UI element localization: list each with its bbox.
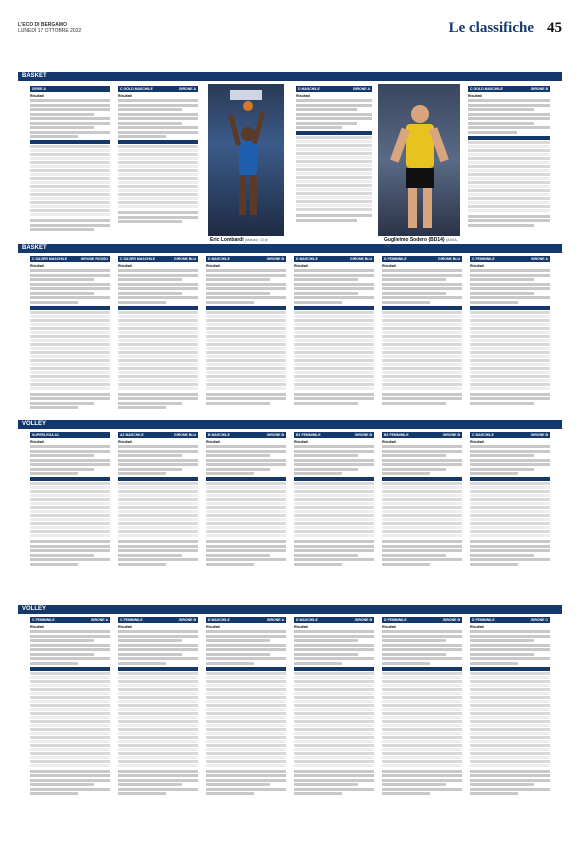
box-c-m-v: [470, 432, 550, 600]
results-label: Risultati: [30, 440, 44, 444]
box-group: GIRONE B: [354, 618, 372, 622]
box-title: C FEMMINILE: [472, 257, 495, 261]
basket-band: BASKET: [18, 72, 562, 81]
caption-name: Eric Lombardi: [210, 237, 244, 243]
results-label: Risultati: [30, 264, 44, 268]
box-group: GIRONE BLU: [438, 257, 460, 261]
caption-detail: (ANSA, ITA): [384, 238, 458, 248]
box-a2-m: [118, 432, 198, 600]
box-title: B1 FEMMINILE: [296, 433, 321, 437]
publication-name: L'ECO DI BERGAMO: [18, 22, 67, 28]
box-title: B2 FEMMINILE: [384, 433, 409, 437]
results-label: Risultati: [294, 440, 308, 444]
box-c-f-v1: [30, 617, 110, 839]
results-label: Risultati: [296, 94, 310, 98]
box-group: GIRONE A: [178, 87, 196, 91]
results-label: Risultati: [118, 625, 132, 629]
box-group: GIRONE A: [90, 618, 108, 622]
box-group: GIRONE A: [266, 618, 284, 622]
photo-caption-2: [384, 237, 464, 249]
volley-band: VOLLEY: [18, 420, 562, 429]
box-group: GIRONE BLU: [174, 433, 196, 437]
box-title: D FEMMINILE: [384, 257, 407, 261]
box-c-silver-a: [30, 256, 110, 416]
box-title: D MASCHILE: [208, 257, 230, 261]
box-group: GIRONE B: [354, 433, 372, 437]
box-d-m-a: [296, 86, 372, 238]
box-title: C MASCHILE: [472, 433, 494, 437]
box-group: GIRONE B: [442, 618, 460, 622]
box-title: D MASCHILE: [296, 618, 318, 622]
box-c-f-a: [470, 256, 550, 416]
box-group: GIRONE C: [530, 618, 548, 622]
box-c-gold-a: [118, 86, 198, 238]
photo-basket-player-2: [378, 84, 460, 236]
box-title: SUPERLEGA A1: [32, 433, 59, 437]
photo-caption-1: [210, 237, 286, 243]
masthead: [18, 22, 81, 34]
box-serie-a: [30, 86, 110, 238]
results-label: Risultati: [206, 625, 220, 629]
box-group: GIRONE ROSSO: [80, 257, 108, 261]
box-group: GIRONE BLU: [350, 257, 372, 261]
box-d-f-a: [382, 256, 462, 416]
player-illustration: [208, 84, 284, 236]
volley-band-2: VOLLEY: [18, 605, 562, 614]
results-label: Risultati: [470, 440, 484, 444]
results-label: Risultati: [382, 440, 396, 444]
results-label: Risultati: [470, 625, 484, 629]
box-title: C SILVER MASCHILE: [32, 257, 68, 261]
box-group: GIRONE BLU: [174, 257, 196, 261]
box-d-m-v2: [294, 617, 374, 839]
box-title: C GOLD MASCHILE: [120, 87, 153, 91]
results-label: Risultati: [30, 94, 44, 98]
box-b-m: [206, 432, 286, 600]
box-title: D FEMMINILE: [472, 618, 495, 622]
box-group: GIRONE B: [178, 618, 196, 622]
box-title: C FEMMINILE: [120, 618, 143, 622]
results-label: Risultati: [468, 94, 482, 98]
box-title: C SILVER MASCHILE: [120, 257, 156, 261]
section-title: Le classifiche: [448, 20, 534, 36]
photo-basket-player: [208, 84, 284, 236]
box-d-f-v1: [382, 617, 462, 839]
box-c-gold-b: [468, 86, 550, 238]
box-group: GIRONE A: [352, 87, 370, 91]
box-title: SERIE A: [32, 87, 46, 91]
caption-name: Guglielmo Sodero (BD14): [384, 237, 445, 243]
results-label: Risultati: [294, 264, 308, 268]
page-header: [18, 18, 562, 48]
results-label: Risultati: [118, 94, 132, 98]
results-label: Risultati: [118, 440, 132, 444]
results-label: Risultati: [382, 625, 396, 629]
caption-team: (Mascio): [245, 238, 259, 242]
publication-date: LUNEDÌ 17 OTTOBRE 2022: [18, 28, 82, 34]
box-d-f-v2: [470, 617, 550, 839]
box-b2-f: [382, 432, 462, 600]
box-title: D MASCHILE: [208, 618, 230, 622]
box-group: GIRONE B: [530, 87, 548, 91]
box-group: GIRONE B: [266, 257, 284, 261]
results-label: Risultati: [470, 264, 484, 268]
box-title: C FEMMINILE: [32, 618, 55, 622]
results-label: Risultati: [206, 264, 220, 268]
player-illustration-2: [378, 84, 460, 236]
box-group: GIRONE B: [530, 433, 548, 437]
box-title: D FEMMINILE: [384, 618, 407, 622]
box-d-m-v1: [206, 617, 286, 839]
caption-detail: 13 pt: [259, 238, 268, 242]
box-group: GIRONE B: [266, 433, 284, 437]
box-d-m-b: [206, 256, 286, 416]
box-c-f-v2: [118, 617, 198, 839]
box-b1-f: [294, 432, 374, 600]
basket-band-2: BASKET: [18, 244, 562, 253]
box-title: A2 MASCHILE: [120, 433, 144, 437]
box-title: C GOLD MASCHILE: [470, 87, 503, 91]
box-title: B MASCHILE: [208, 433, 230, 437]
results-label: Risultati: [206, 440, 220, 444]
box-d-m-c: [294, 256, 374, 416]
results-label: Risultati: [382, 264, 396, 268]
results-label: Risultati: [30, 625, 44, 629]
box-superlega: [30, 432, 110, 600]
results-label: Risultati: [118, 264, 132, 268]
box-title: D MASCHILE: [296, 257, 318, 261]
box-group: GIRONE A: [530, 257, 548, 261]
box-c-silver-b: [118, 256, 198, 416]
box-group: GIRONE B: [442, 433, 460, 437]
box-title: D MASCHILE: [298, 87, 320, 91]
page-number: 45: [547, 20, 562, 36]
results-label: Risultati: [294, 625, 308, 629]
